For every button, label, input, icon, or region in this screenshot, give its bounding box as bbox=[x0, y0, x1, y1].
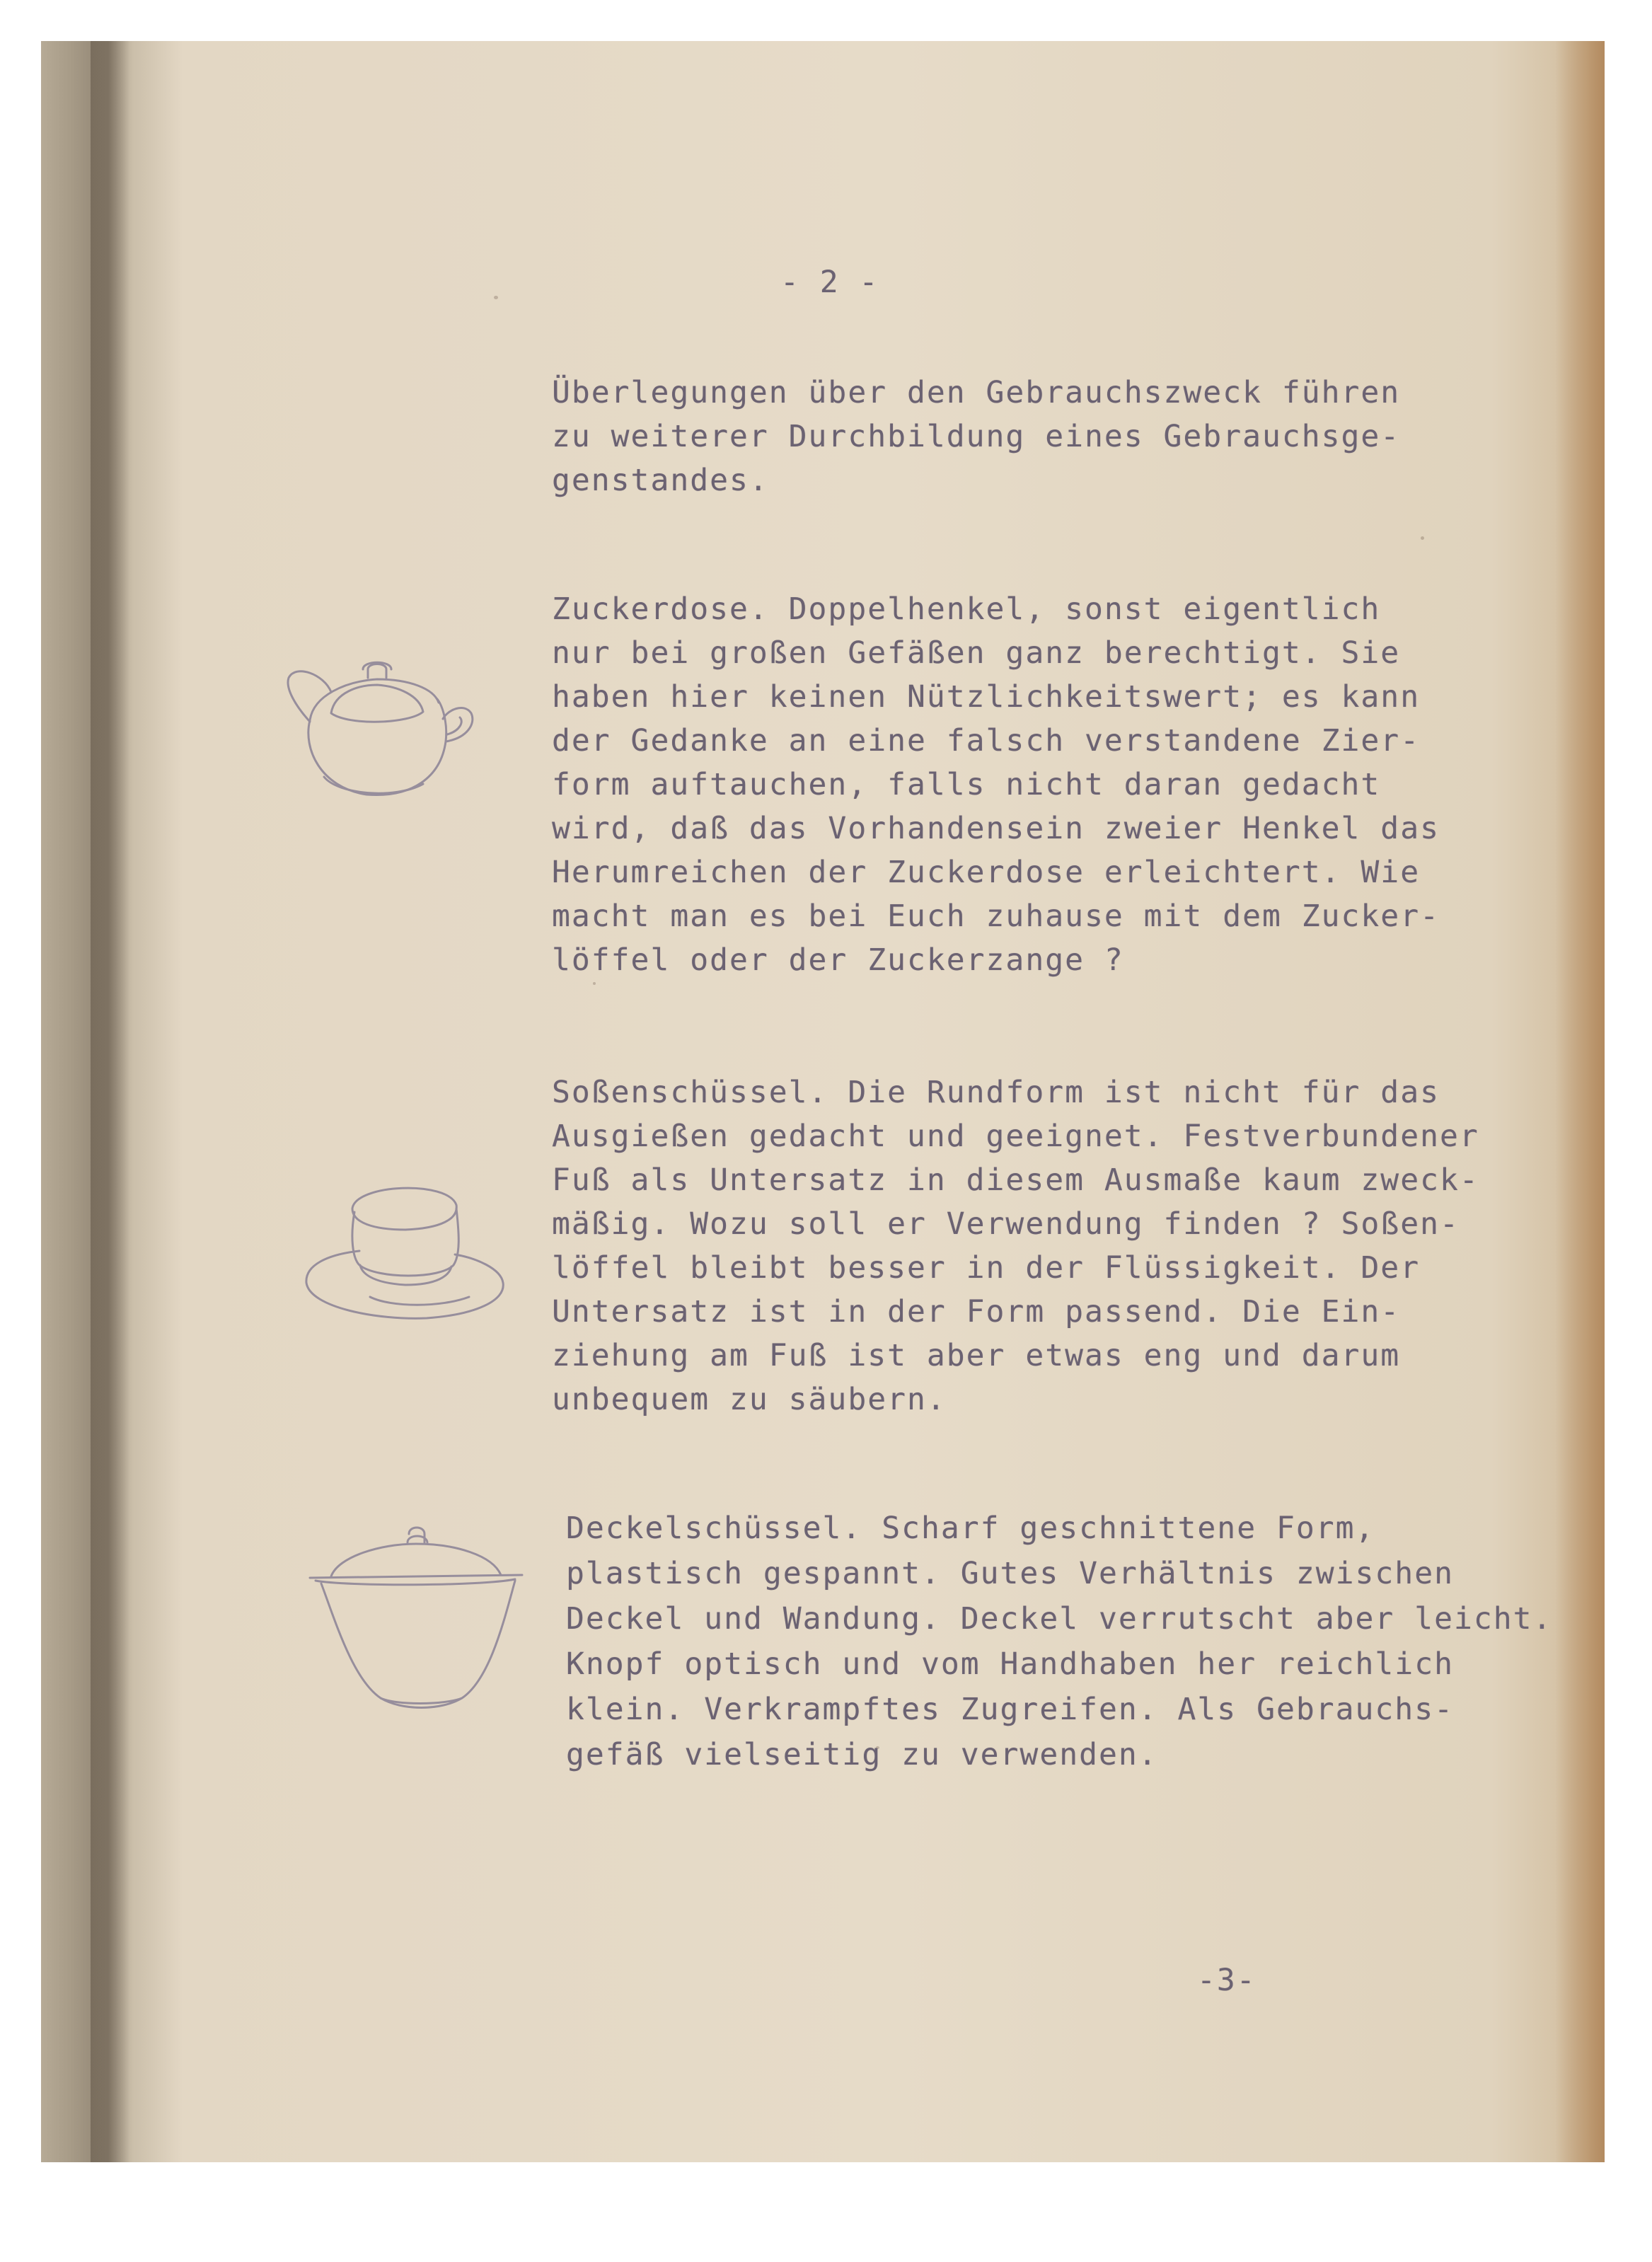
sugar-bowl-sketch bbox=[282, 635, 494, 812]
binding-shadow bbox=[91, 41, 133, 2162]
gravy-boat-sketch bbox=[299, 1166, 512, 1329]
lidded-bowl-sketch bbox=[303, 1513, 529, 1718]
paper-speck bbox=[494, 296, 498, 299]
paper-speck bbox=[593, 982, 596, 985]
page-edge bbox=[1555, 41, 1605, 2162]
paper-speck bbox=[1421, 536, 1424, 540]
sossenschuessel-paragraph: Soßenschüssel. Die Rundform ist nicht für das Ausgießen gedacht und geeignet. Festverbundener Fuß als Untersatz in diesem Ausmaße kaum zweck- mäßig. Wozu soll er Verwendung finden ? Soßen- löffel bleibt besser in der Flüssigkeit. Der Untersatz ist in der Form passend. Die Ein- ziehung am Fuß ist aber etwas eng und darum unbequem zu säubern. bbox=[552, 1075, 1479, 1417]
next-page-marker: -3- bbox=[1197, 1963, 1257, 1998]
scanned-page bbox=[41, 41, 1605, 2162]
deckelschuessel-paragraph: Deckelschüssel. Scharf geschnittene Form, plastisch gespannt. Gutes Verhältnis zwischen Deckel und Wandung. Deckel verrutscht aber leicht. Knopf optisch und vom Handhaben her reichlich klein. Verkrampftes Zugreifen. Als Gebrauchs- gefäß vielseitig zu verwenden. bbox=[566, 1511, 1553, 1772]
page-number: - 2 - bbox=[780, 265, 879, 300]
intro-paragraph: Überlegungen über den Gebrauchszweck führen zu weiterer Durchbildung eines Gebrauchsge- genstandes. bbox=[552, 375, 1401, 498]
zuckerdose-paragraph: Zuckerdose. Doppelhenkel, sonst eigentlich nur bei großen Gefäßen ganz berechtigt. Sie haben hier keinen Nützlichkeitswert; es kann der Gedanke an eine falsch verstandene Zier- form auftauchen, falls nicht daran gedacht wird, daß das Vorhandensein zweier Henkel das Herumreichen der Zuckerdose erleichtert. Wie macht man es bei Euch zuhause mit dem Zucker- löffel oder der Zuckerzange ? bbox=[552, 592, 1440, 978]
